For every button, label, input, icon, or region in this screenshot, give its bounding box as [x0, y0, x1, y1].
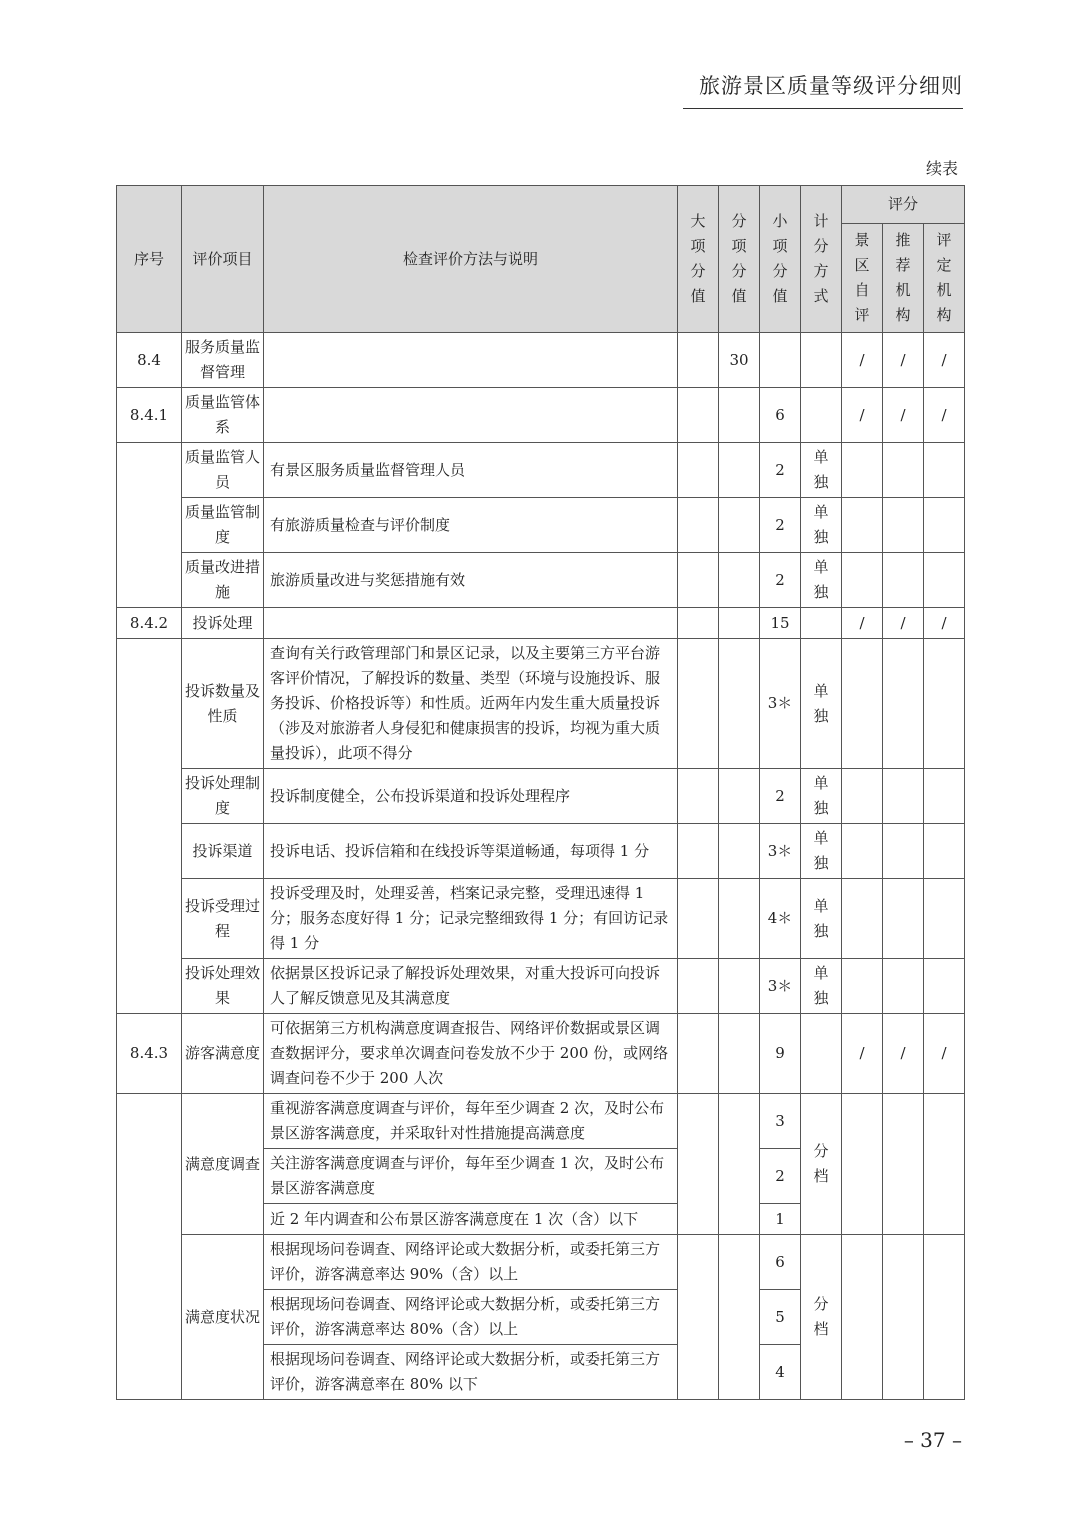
assess-cell	[924, 1235, 965, 1400]
item-cell: 投诉处理效果	[182, 959, 264, 1014]
method-cell: 有旅游质量检查与评价制度	[264, 498, 678, 553]
major-score-cell	[678, 959, 719, 1014]
self-eval-cell: /	[842, 333, 883, 388]
sub-score-cell	[719, 608, 760, 639]
sub-score-cell	[719, 553, 760, 608]
scoring-table	[116, 185, 965, 1400]
assess-cell	[924, 959, 965, 1014]
running-head: 旅游景区质量等级评分细则	[683, 70, 963, 109]
table-row	[117, 639, 965, 769]
recommend-cell	[883, 443, 924, 498]
major-score-cell	[678, 824, 719, 879]
seq-cell: 8.4.2	[117, 608, 182, 639]
major-score-cell	[678, 388, 719, 443]
method-cell: 根据现场问卷调查、网络评论或大数据分析，或委托第三方评价，游客满意率达 90%（含）以上	[264, 1235, 678, 1290]
major-score-cell	[678, 1235, 719, 1400]
self-eval-cell: /	[842, 608, 883, 639]
self-eval-cell	[842, 824, 883, 879]
self-eval-cell	[842, 443, 883, 498]
sub-score-cell	[719, 1094, 760, 1235]
seq-cell	[117, 443, 182, 608]
minor-score-cell: 2	[760, 443, 801, 498]
item-cell: 投诉处理	[182, 608, 264, 639]
major-score-cell	[678, 553, 719, 608]
self-eval-cell	[842, 1094, 883, 1235]
method-cell: 投诉受理及时，处理妥善，档案记录完整，受理迅速得 1 分；服务态度好得 1 分；记录完整细致得 1 分；有回访记录得 1 分	[264, 879, 678, 959]
assess-cell	[924, 1094, 965, 1235]
method-cell	[264, 388, 678, 443]
header-item: 评价项目	[182, 186, 264, 333]
header-self-eval: 景区自评	[842, 224, 883, 333]
recommend-cell	[883, 879, 924, 959]
method-cell	[264, 333, 678, 388]
continued-label: 续表	[925, 159, 958, 178]
self-eval-cell	[842, 498, 883, 553]
scoring-method-cell	[801, 388, 842, 443]
major-score-cell	[678, 608, 719, 639]
page-number: – 37 –	[903, 1428, 962, 1452]
table-row	[117, 443, 965, 498]
assess-cell	[924, 824, 965, 879]
header-assess: 评定机构	[924, 224, 965, 333]
table-row	[117, 498, 965, 553]
table-row	[117, 1014, 965, 1094]
minor-score-cell: 5	[760, 1290, 801, 1345]
item-cell: 服务质量监督管理	[182, 333, 264, 388]
assess-cell	[924, 639, 965, 769]
table-row	[117, 1235, 965, 1290]
item-cell: 满意度状况	[182, 1235, 264, 1400]
table-row	[117, 333, 965, 388]
recommend-cell	[883, 959, 924, 1014]
minor-score-cell: 2	[760, 553, 801, 608]
self-eval-cell: /	[842, 388, 883, 443]
sub-score-cell	[719, 443, 760, 498]
minor-score-cell: 3＊	[760, 959, 801, 1014]
item-cell: 质量监管体系	[182, 388, 264, 443]
assess-cell	[924, 879, 965, 959]
self-eval-cell	[842, 959, 883, 1014]
item-cell: 质量监管人员	[182, 443, 264, 498]
assess-cell: /	[924, 333, 965, 388]
self-eval-cell	[842, 769, 883, 824]
recommend-cell: /	[883, 333, 924, 388]
assess-cell: /	[924, 1014, 965, 1094]
recommend-cell	[883, 639, 924, 769]
seq-cell: 8.4.3	[117, 1014, 182, 1094]
table-row	[117, 824, 965, 879]
header-major-score: 大项分值	[678, 186, 719, 333]
item-cell: 游客满意度	[182, 1014, 264, 1094]
item-cell: 投诉处理制度	[182, 769, 264, 824]
scoring-method-cell: 分档	[801, 1235, 842, 1400]
self-eval-cell	[842, 639, 883, 769]
method-cell: 旅游质量改进与奖惩措施有效	[264, 553, 678, 608]
seq-cell	[117, 639, 182, 1014]
item-cell: 投诉受理过程	[182, 879, 264, 959]
method-cell: 可依据第三方机构满意度调查报告、网络评价数据或景区调查数据评分，要求单次调查问卷发放不少于 200 份，或网络调查问卷不少于 200 人次	[264, 1014, 678, 1094]
seq-cell: 8.4.1	[117, 388, 182, 443]
assess-cell	[924, 443, 965, 498]
recommend-cell	[883, 1235, 924, 1400]
scoring-method-cell: 分档	[801, 1094, 842, 1235]
minor-score-cell: 2	[760, 498, 801, 553]
header-seq: 序号	[117, 186, 182, 333]
header-scoring-method: 计分方式	[801, 186, 842, 333]
scoring-method-cell: 单独	[801, 769, 842, 824]
table-row	[117, 959, 965, 1014]
sub-score-cell	[719, 639, 760, 769]
method-cell: 重视游客满意度调查与评价，每年至少调查 2 次，及时公布景区游客满意度，并采取针对性措施提高满意度	[264, 1094, 678, 1149]
recommend-cell	[883, 824, 924, 879]
major-score-cell	[678, 443, 719, 498]
method-cell: 依据景区投诉记录了解投诉处理效果，对重大投诉可向投诉人了解反馈意见及其满意度	[264, 959, 678, 1014]
table-row	[117, 1094, 965, 1149]
scoring-method-cell: 单独	[801, 498, 842, 553]
method-cell: 根据现场问卷调查、网络评论或大数据分析，或委托第三方评价，游客满意率在 80% 以下	[264, 1345, 678, 1400]
item-cell: 质量改进措施	[182, 553, 264, 608]
header-rating: 评分	[842, 186, 965, 224]
minor-score-cell: 2	[760, 769, 801, 824]
recommend-cell: /	[883, 388, 924, 443]
method-cell: 有景区服务质量监督管理人员	[264, 443, 678, 498]
recommend-cell	[883, 553, 924, 608]
table-row	[117, 608, 965, 639]
minor-score-cell: 4	[760, 1345, 801, 1400]
self-eval-cell	[842, 1235, 883, 1400]
seq-cell	[117, 1094, 182, 1400]
table-row	[117, 879, 965, 959]
self-eval-cell	[842, 553, 883, 608]
minor-score-cell: 3＊	[760, 639, 801, 769]
sub-score-cell	[719, 1235, 760, 1400]
assess-cell	[924, 553, 965, 608]
scoring-method-cell: 单独	[801, 879, 842, 959]
header-minor-score: 小项分值	[760, 186, 801, 333]
assess-cell: /	[924, 608, 965, 639]
sub-score-cell	[719, 879, 760, 959]
method-cell: 投诉制度健全，公布投诉渠道和投诉处理程序	[264, 769, 678, 824]
scoring-method-cell: 单独	[801, 553, 842, 608]
scoring-method-cell: 单独	[801, 639, 842, 769]
major-score-cell	[678, 498, 719, 553]
item-cell: 投诉渠道	[182, 824, 264, 879]
scoring-method-cell	[801, 1014, 842, 1094]
method-cell: 投诉电话、投诉信箱和在线投诉等渠道畅通，每项得 1 分	[264, 824, 678, 879]
major-score-cell	[678, 879, 719, 959]
header-sub-score: 分项分值	[719, 186, 760, 333]
minor-score-cell: 3＊	[760, 824, 801, 879]
table-row	[117, 388, 965, 443]
recommend-cell	[883, 498, 924, 553]
recommend-cell	[883, 1094, 924, 1235]
major-score-cell	[678, 333, 719, 388]
method-cell: 根据现场问卷调查、网络评论或大数据分析，或委托第三方评价，游客满意率达 80%（含）以上	[264, 1290, 678, 1345]
minor-score-cell: 15	[760, 608, 801, 639]
minor-score-cell: 6	[760, 388, 801, 443]
minor-score-cell: 3	[760, 1094, 801, 1149]
sub-score-cell: 30	[719, 333, 760, 388]
minor-score-cell: 4＊	[760, 879, 801, 959]
scoring-method-cell: 单独	[801, 824, 842, 879]
minor-score-cell	[760, 333, 801, 388]
header-recommend: 推荐机构	[883, 224, 924, 333]
table-row	[117, 769, 965, 824]
sub-score-cell	[719, 388, 760, 443]
header-method: 检查评价方法与说明	[264, 186, 678, 333]
major-score-cell	[678, 1094, 719, 1235]
scoring-method-cell: 单独	[801, 443, 842, 498]
method-cell: 近 2 年内调查和公布景区游客满意度在 1 次（含）以下	[264, 1204, 678, 1235]
scoring-method-cell	[801, 333, 842, 388]
sub-score-cell	[719, 959, 760, 1014]
minor-score-cell: 2	[760, 1149, 801, 1204]
item-cell: 投诉数量及性质	[182, 639, 264, 769]
scoring-method-cell: 单独	[801, 959, 842, 1014]
minor-score-cell: 9	[760, 1014, 801, 1094]
sub-score-cell	[719, 498, 760, 553]
recommend-cell	[883, 769, 924, 824]
method-cell: 查询有关行政管理部门和景区记录，以及主要第三方平台游客评价情况，了解投诉的数量、类型（环境与设施投诉、服务投诉、价格投诉等）和性质。近两年内发生重大质量投诉（涉及对旅游者人身侵犯和健康损害的投诉，均视为重大质量投诉），此项不得分	[264, 639, 678, 769]
minor-score-cell: 1	[760, 1204, 801, 1235]
method-cell: 关注游客满意度调查与评价，每年至少调查 1 次，及时公布景区游客满意度	[264, 1149, 678, 1204]
recommend-cell: /	[883, 608, 924, 639]
recommend-cell: /	[883, 1014, 924, 1094]
self-eval-cell	[842, 879, 883, 959]
self-eval-cell: /	[842, 1014, 883, 1094]
sub-score-cell	[719, 1014, 760, 1094]
assess-cell	[924, 498, 965, 553]
item-cell: 质量监管制度	[182, 498, 264, 553]
seq-cell: 8.4	[117, 333, 182, 388]
minor-score-cell: 6	[760, 1235, 801, 1290]
sub-score-cell	[719, 769, 760, 824]
assess-cell	[924, 769, 965, 824]
scoring-method-cell	[801, 608, 842, 639]
assess-cell: /	[924, 388, 965, 443]
major-score-cell	[678, 639, 719, 769]
sub-score-cell	[719, 824, 760, 879]
table-row	[117, 553, 965, 608]
major-score-cell	[678, 1014, 719, 1094]
method-cell	[264, 608, 678, 639]
item-cell: 满意度调查	[182, 1094, 264, 1235]
major-score-cell	[678, 769, 719, 824]
